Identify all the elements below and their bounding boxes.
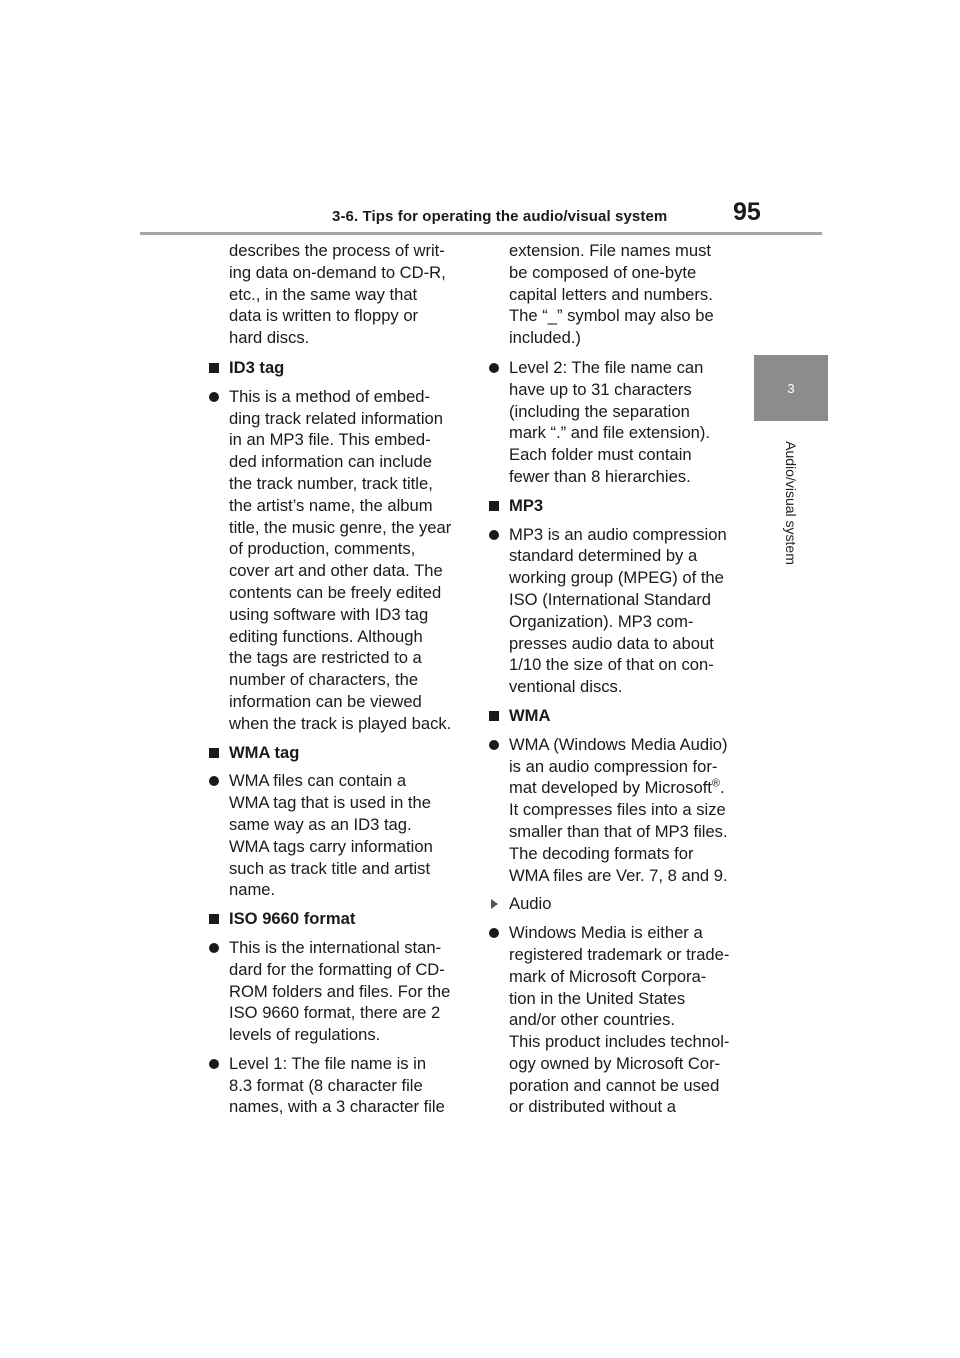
intro-paragraph: describes the process of writ- ing data on-demand to CD-R, etc., in the same way that data is written to floppy or hard discs.: [229, 241, 446, 348]
bullet-icon: [489, 530, 499, 540]
chapter-number: 3: [787, 380, 795, 396]
id3-heading: ID3 tag: [209, 357, 474, 379]
bullet-icon: [209, 943, 219, 953]
trademark-bullet: Windows Media is either a registered trademark or trade- mark of Microsoft Corpora- tion in the United States and/or other countries. This product includes technol- ogy owned by Microsoft Cor- poration and cannot be used or distributed without a: [489, 922, 754, 1118]
iso-bullet: This is the international stan- dard for the formatting of CD- ROM folders and files. For the ISO 9660 format, there are 2 levels of regulations.: [209, 937, 474, 1046]
bullet-icon: [209, 392, 219, 402]
triangle-bullet-icon: [491, 899, 498, 909]
right-column: [489, 240, 754, 1125]
chapter-label: Audio/visual system: [783, 441, 799, 565]
square-bullet-icon: [209, 914, 219, 924]
level1-bullet: Level 1: The file name is in 8.3 format (8 character file names, with a 3 character file: [209, 1053, 474, 1118]
level1-continuation: extension. File names must be composed of one-byte capital letters and numbers. The “_” symbol may also be included.): [509, 241, 714, 348]
id3-bullet: This is a method of embed- ding track related information in an MP3 file. This embed- ded information can include the track number, track title, the artist’s name, the album title, the music genre, the year of production, comments, cover art and other data. The contents can be freely edited using software with ID3 tag editing functions. Although the tags are restricted to a number of characters, the information can be viewed when the track is played back.: [209, 386, 474, 735]
level2-bullet: Level 2: The file name can have up to 31 characters (including the separation mark “.” and file extension). Each folder must contain fewer than 8 hierarchies.: [489, 357, 754, 488]
square-bullet-icon: [489, 711, 499, 721]
mp3-heading: MP3: [489, 495, 754, 517]
bullet-icon: [489, 740, 499, 750]
left-column: [209, 240, 474, 1125]
square-bullet-icon: [209, 748, 219, 758]
iso-heading: ISO 9660 format: [209, 908, 474, 930]
wma-heading: WMA: [489, 705, 754, 727]
section-title: 3-6. Tips for operating the audio/visual system: [332, 208, 668, 225]
wma-tag-bullet: WMA files can contain a WMA tag that is used in the same way as an ID3 tag. WMA tags carry information such as track title and artist name.: [209, 770, 474, 901]
bullet-icon: [489, 363, 499, 373]
audio-item: Audio: [489, 893, 754, 915]
bullet-icon: [209, 776, 219, 786]
square-bullet-icon: [209, 363, 219, 373]
chapter-side-label: [754, 426, 828, 580]
header-divider: [140, 232, 822, 235]
chapter-tab: [754, 355, 828, 421]
square-bullet-icon: [489, 501, 499, 511]
bullet-icon: [209, 1059, 219, 1069]
wma-bullet: WMA (Windows Media Audio) is an audio compression for- mat developed by Microsoft®. It compresses files into a size smaller than that of MP3 files. The decoding formats for WMA files are Ver. 7, 8 and 9.: [489, 734, 754, 887]
wma-tag-heading: WMA tag: [209, 742, 474, 764]
bullet-icon: [489, 928, 499, 938]
mp3-bullet: MP3 is an audio compression standard determined by a working group (MPEG) of the ISO (International Standard Organization). MP3 com- presses audio data to about 1/10 the size of that on con- ventional discs.: [489, 524, 754, 698]
page-number: 95: [733, 198, 761, 226]
